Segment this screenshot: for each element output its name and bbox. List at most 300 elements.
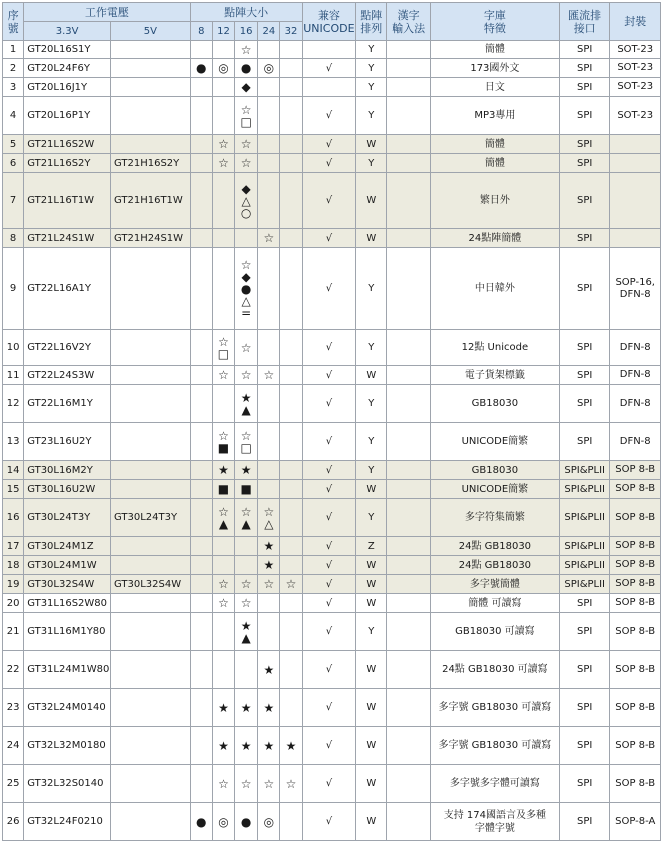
cell-model-5v: GT21H24S1W xyxy=(110,229,190,248)
cell-package: SOP 8-B xyxy=(610,613,661,651)
cell-size-24 xyxy=(258,480,280,499)
cell-model-3v3: GT30L24M1W xyxy=(24,556,111,575)
cell-package: SOT-23 xyxy=(610,41,661,59)
table-body xyxy=(3,41,661,841)
cell-size-24 xyxy=(258,499,280,537)
cell-font-features: 多字號簡體 xyxy=(430,575,559,594)
table-row xyxy=(3,423,661,461)
cell-model-5v: GT30L24T3Y xyxy=(110,499,190,537)
cell-package: DFN-8 xyxy=(610,330,661,366)
cell-input-method xyxy=(387,41,430,59)
cell-size-8 xyxy=(190,97,212,135)
cell-bus: SPI xyxy=(559,423,609,461)
cell-seq: 6 xyxy=(3,154,24,173)
cell-seq: 19 xyxy=(3,575,24,594)
font-chip-table-container xyxy=(2,2,661,841)
cell-font-features: 24點 GB18030 xyxy=(430,537,559,556)
cell-font-features: GB18030 xyxy=(430,385,559,423)
cell-model-5v xyxy=(110,135,190,154)
cell-font-features: 日文 xyxy=(430,78,559,97)
cell-seq: 9 xyxy=(3,248,24,330)
cell-size-12 xyxy=(212,173,234,229)
cell-model-5v xyxy=(110,78,190,97)
cell-unicode: √ xyxy=(302,499,355,537)
cell-model-3v3: GT30L32S4W xyxy=(24,575,111,594)
cell-font-features: 24點 GB18030 可讀寫 xyxy=(430,651,559,689)
cell-size-8 xyxy=(190,537,212,556)
cell-arrangement: W xyxy=(356,480,387,499)
cell-model-3v3: GT31L16S2W80 xyxy=(24,594,111,613)
cell-model-3v3: GT20L24F6Y xyxy=(24,59,111,78)
cell-input-method xyxy=(387,765,430,803)
cell-input-method xyxy=(387,689,430,727)
cell-package: SOP 8-B xyxy=(610,461,661,480)
cell-bus: SPI xyxy=(559,330,609,366)
table-row xyxy=(3,59,661,78)
cell-size-16: ★ xyxy=(235,727,258,765)
cell-model-3v3: GT30L16M2Y xyxy=(24,461,111,480)
cell-unicode: √ xyxy=(302,248,355,330)
cell-size-24: ◎ xyxy=(258,59,280,78)
cell-size-16: ● xyxy=(235,59,258,78)
cell-size-16 xyxy=(235,537,258,556)
cell-size-32 xyxy=(280,135,302,154)
cell-model-5v: GT21H16T1W xyxy=(110,173,190,229)
cell-size-16: ☆ xyxy=(235,41,258,59)
cell-package: SOP 8-B xyxy=(610,594,661,613)
cell-model-3v3: GT21L16S2Y xyxy=(24,154,111,173)
cell-bus: SPI xyxy=(559,135,609,154)
cell-model-3v3: GT32L24F0210 xyxy=(24,803,111,841)
header-voltage-3v3: 3.3V xyxy=(24,22,111,41)
cell-size-12 xyxy=(212,537,234,556)
table-row xyxy=(3,575,661,594)
cell-model-5v xyxy=(110,59,190,78)
table-row xyxy=(3,613,661,651)
cell-size-8 xyxy=(190,385,212,423)
table-row xyxy=(3,366,661,385)
cell-unicode: √ xyxy=(302,689,355,727)
cell-size-32 xyxy=(280,97,302,135)
cell-font-features: 電子貨架標籤 xyxy=(430,366,559,385)
cell-input-method xyxy=(387,594,430,613)
cell-arrangement: Y xyxy=(356,613,387,651)
cell-size-16: ☆ xyxy=(235,575,258,594)
cell-size-16: ☆ xyxy=(235,154,258,173)
cell-size-8 xyxy=(190,727,212,765)
cell-input-method xyxy=(387,651,430,689)
cell-size-24: ★ xyxy=(258,556,280,575)
cell-model-3v3: GT20L16S1Y xyxy=(24,41,111,59)
cell-model-5v xyxy=(110,41,190,59)
cell-size-12 xyxy=(212,423,234,461)
cell-package: SOT-23 xyxy=(610,78,661,97)
cell-input-method xyxy=(387,59,430,78)
table-row xyxy=(3,594,661,613)
cell-font-features: UNICODE簡繁 xyxy=(430,480,559,499)
cell-input-method xyxy=(387,499,430,537)
cell-size-12: ☆ xyxy=(212,135,234,154)
cell-model-5v xyxy=(110,537,190,556)
cell-size-8 xyxy=(190,173,212,229)
cell-size-12: ☆ xyxy=(212,366,234,385)
cell-model-5v xyxy=(110,689,190,727)
cell-unicode: √ xyxy=(302,423,355,461)
cell-unicode: √ xyxy=(302,229,355,248)
cell-input-method xyxy=(387,366,430,385)
cell-model-5v xyxy=(110,613,190,651)
table-row xyxy=(3,330,661,366)
cell-seq: 22 xyxy=(3,651,24,689)
table-row xyxy=(3,248,661,330)
cell-model-3v3: GT23L16U2Y xyxy=(24,423,111,461)
cell-unicode: √ xyxy=(302,765,355,803)
cell-seq: 26 xyxy=(3,803,24,841)
cell-arrangement: W xyxy=(356,229,387,248)
cell-font-features: 多字符集簡繁 xyxy=(430,499,559,537)
cell-unicode: √ xyxy=(302,556,355,575)
cell-size-24 xyxy=(258,385,280,423)
cell-font-features: 24點 GB18030 xyxy=(430,556,559,575)
cell-size-24 xyxy=(258,154,280,173)
cell-size-32 xyxy=(280,556,302,575)
cell-size-24 xyxy=(258,330,280,366)
cell-size-24 xyxy=(258,41,280,59)
table-header xyxy=(3,3,661,41)
cell-model-5v xyxy=(110,366,190,385)
dot-size-symbol: △ xyxy=(241,293,251,308)
cell-size-24: ★ xyxy=(258,727,280,765)
cell-package: SOP 8-B xyxy=(610,480,661,499)
cell-seq: 23 xyxy=(3,689,24,727)
cell-size-12: ◎ xyxy=(212,803,234,841)
cell-size-16 xyxy=(235,613,258,651)
cell-bus: SPI xyxy=(559,59,609,78)
cell-bus: SPI xyxy=(559,78,609,97)
cell-seq: 1 xyxy=(3,41,24,59)
table-row xyxy=(3,556,661,575)
cell-input-method xyxy=(387,556,430,575)
header-size-16: 16 xyxy=(235,22,258,41)
cell-bus: SPI xyxy=(559,229,609,248)
dot-size-symbol: ▲ xyxy=(241,516,251,531)
cell-size-8 xyxy=(190,651,212,689)
cell-package xyxy=(610,229,661,248)
cell-model-3v3: GT20L16J1Y xyxy=(24,78,111,97)
cell-package: SOP 8-B xyxy=(610,537,661,556)
cell-size-32 xyxy=(280,499,302,537)
cell-size-16: ☆ xyxy=(235,765,258,803)
cell-size-8 xyxy=(190,575,212,594)
cell-seq: 4 xyxy=(3,97,24,135)
cell-package: SOP 8-B xyxy=(610,556,661,575)
cell-arrangement: Y xyxy=(356,97,387,135)
cell-size-32: ☆ xyxy=(280,765,302,803)
table-row xyxy=(3,461,661,480)
cell-unicode: √ xyxy=(302,594,355,613)
cell-input-method xyxy=(387,575,430,594)
cell-size-32 xyxy=(280,248,302,330)
cell-bus: SPI&PLII xyxy=(559,461,609,480)
cell-font-features: 支持 174國語言及多種 字體字號 xyxy=(430,803,559,841)
cell-arrangement: Y xyxy=(356,330,387,366)
cell-size-32 xyxy=(280,651,302,689)
cell-size-8 xyxy=(190,330,212,366)
cell-model-5v xyxy=(110,330,190,366)
cell-seq: 17 xyxy=(3,537,24,556)
cell-font-features: 中日韓外 xyxy=(430,248,559,330)
cell-input-method xyxy=(387,154,430,173)
cell-model-3v3: GT21L16S2W xyxy=(24,135,111,154)
cell-bus: SPI&PLII xyxy=(559,575,609,594)
cell-size-12: ★ xyxy=(212,461,234,480)
cell-size-32 xyxy=(280,366,302,385)
cell-size-8 xyxy=(190,41,212,59)
cell-size-32 xyxy=(280,480,302,499)
cell-package: SOP 8-B xyxy=(610,689,661,727)
cell-size-8: ● xyxy=(190,59,212,78)
cell-model-5v xyxy=(110,727,190,765)
cell-size-16: ☆ xyxy=(235,594,258,613)
cell-model-3v3: GT31L16M1Y80 xyxy=(24,613,111,651)
cell-size-24 xyxy=(258,461,280,480)
cell-size-32 xyxy=(280,59,302,78)
cell-size-32 xyxy=(280,461,302,480)
cell-model-5v xyxy=(110,765,190,803)
cell-arrangement: Z xyxy=(356,537,387,556)
table-row xyxy=(3,229,661,248)
cell-size-16 xyxy=(235,423,258,461)
cell-unicode: √ xyxy=(302,651,355,689)
cell-bus: SPI xyxy=(559,173,609,229)
dot-size-symbol: ☆ xyxy=(218,428,229,443)
cell-seq: 16 xyxy=(3,499,24,537)
cell-size-12: ☆ xyxy=(212,594,234,613)
cell-size-24 xyxy=(258,97,280,135)
cell-size-16 xyxy=(235,651,258,689)
cell-arrangement: Y xyxy=(356,154,387,173)
cell-font-features: UNICODE簡繁 xyxy=(430,423,559,461)
cell-font-features: 多字號 GB18030 可讀寫 xyxy=(430,727,559,765)
cell-size-16 xyxy=(235,229,258,248)
cell-size-16: ☆ xyxy=(235,135,258,154)
cell-unicode: √ xyxy=(302,803,355,841)
cell-seq: 14 xyxy=(3,461,24,480)
cell-model-5v: GT21H16S2Y xyxy=(110,154,190,173)
cell-seq: 10 xyxy=(3,330,24,366)
cell-bus: SPI xyxy=(559,613,609,651)
cell-font-features: 多字號多字體可讀寫 xyxy=(430,765,559,803)
dot-size-symbol: ○ xyxy=(240,205,252,220)
cell-model-5v xyxy=(110,480,190,499)
cell-arrangement: W xyxy=(356,765,387,803)
table-row xyxy=(3,480,661,499)
cell-size-8 xyxy=(190,480,212,499)
cell-bus: SPI xyxy=(559,248,609,330)
cell-unicode: √ xyxy=(302,385,355,423)
cell-size-16 xyxy=(235,97,258,135)
dot-size-symbol: ☆ xyxy=(240,504,252,519)
cell-size-32 xyxy=(280,689,302,727)
dot-size-symbol: ☆ xyxy=(240,257,252,272)
cell-input-method xyxy=(387,385,430,423)
dot-size-symbol: ★ xyxy=(240,618,252,633)
table-row xyxy=(3,537,661,556)
cell-seq: 13 xyxy=(3,423,24,461)
dot-size-symbol: ☆ xyxy=(263,504,275,519)
cell-model-3v3: GT21L24S1W xyxy=(24,229,111,248)
cell-seq: 24 xyxy=(3,727,24,765)
cell-package: DFN-8 xyxy=(610,385,661,423)
cell-input-method xyxy=(387,461,430,480)
cell-font-features: 12點 Unicode xyxy=(430,330,559,366)
cell-input-method xyxy=(387,423,430,461)
dot-size-symbol: ☆ xyxy=(240,102,252,117)
cell-size-32 xyxy=(280,537,302,556)
table-row xyxy=(3,727,661,765)
cell-package: DFN-8 xyxy=(610,366,661,385)
cell-model-5v xyxy=(110,248,190,330)
cell-size-16: ● xyxy=(235,803,258,841)
cell-size-8 xyxy=(190,613,212,651)
cell-size-8 xyxy=(190,461,212,480)
table-row xyxy=(3,499,661,537)
cell-size-12 xyxy=(212,41,234,59)
cell-package xyxy=(610,135,661,154)
cell-package xyxy=(610,154,661,173)
cell-size-24 xyxy=(258,594,280,613)
cell-arrangement: Y xyxy=(356,461,387,480)
cell-bus: SPI xyxy=(559,689,609,727)
cell-model-3v3: GT30L24T3Y xyxy=(24,499,111,537)
header-bus-interface: 匯流排 接口 xyxy=(559,3,609,41)
cell-model-3v3: GT30L16U2W xyxy=(24,480,111,499)
cell-model-3v3: GT31L24M1W80 xyxy=(24,651,111,689)
cell-package: SOP-8-A xyxy=(610,803,661,841)
cell-unicode: √ xyxy=(302,59,355,78)
cell-size-12 xyxy=(212,248,234,330)
dot-size-symbol: = xyxy=(241,305,252,320)
cell-seq: 21 xyxy=(3,613,24,651)
table-row xyxy=(3,78,661,97)
cell-size-12: ★ xyxy=(212,727,234,765)
cell-size-32: ★ xyxy=(280,727,302,765)
cell-size-12 xyxy=(212,78,234,97)
cell-size-32 xyxy=(280,423,302,461)
cell-seq: 8 xyxy=(3,229,24,248)
cell-model-3v3: GT22L16V2Y xyxy=(24,330,111,366)
cell-bus: SPI xyxy=(559,366,609,385)
table-row xyxy=(3,651,661,689)
cell-model-5v xyxy=(110,651,190,689)
cell-size-24 xyxy=(258,248,280,330)
cell-package: SOP 8-B xyxy=(610,765,661,803)
header-package: 封裝 xyxy=(610,3,661,41)
cell-bus: SPI&PLII xyxy=(559,480,609,499)
dot-size-symbol: ▲ xyxy=(241,630,251,645)
cell-size-8 xyxy=(190,423,212,461)
cell-seq: 25 xyxy=(3,765,24,803)
cell-seq: 5 xyxy=(3,135,24,154)
cell-size-12: ■ xyxy=(212,480,234,499)
table-row xyxy=(3,97,661,135)
cell-size-8 xyxy=(190,556,212,575)
cell-unicode: √ xyxy=(302,537,355,556)
cell-model-3v3: GT22L16A1Y xyxy=(24,248,111,330)
table-row xyxy=(3,154,661,173)
header-seq: 序號 xyxy=(3,3,24,41)
dot-size-symbol: ● xyxy=(240,281,252,296)
header-size-8: 8 xyxy=(190,22,212,41)
cell-bus: SPI xyxy=(559,651,609,689)
cell-model-3v3: GT30L24M1Z xyxy=(24,537,111,556)
cell-size-8 xyxy=(190,765,212,803)
cell-size-32 xyxy=(280,385,302,423)
cell-size-8 xyxy=(190,78,212,97)
cell-package xyxy=(610,173,661,229)
cell-input-method xyxy=(387,135,430,154)
cell-size-8 xyxy=(190,229,212,248)
cell-package: SOP 8-B xyxy=(610,575,661,594)
cell-size-8 xyxy=(190,248,212,330)
cell-model-5v xyxy=(110,556,190,575)
cell-size-8 xyxy=(190,366,212,385)
cell-input-method xyxy=(387,229,430,248)
cell-size-16: ■ xyxy=(235,480,258,499)
cell-unicode xyxy=(302,78,355,97)
cell-size-24: ◎ xyxy=(258,803,280,841)
cell-arrangement: W xyxy=(356,803,387,841)
cell-bus: SPI xyxy=(559,594,609,613)
cell-bus: SPI&PLII xyxy=(559,499,609,537)
dot-size-symbol: △ xyxy=(241,193,251,208)
cell-size-12 xyxy=(212,499,234,537)
cell-size-16 xyxy=(235,173,258,229)
dot-size-symbol: ☆ xyxy=(240,428,252,443)
cell-font-features: 多字號 GB18030 可讀寫 xyxy=(430,689,559,727)
cell-size-32 xyxy=(280,330,302,366)
cell-package: SOT-23 xyxy=(610,97,661,135)
cell-size-32 xyxy=(280,803,302,841)
cell-arrangement: Y xyxy=(356,41,387,59)
cell-input-method xyxy=(387,803,430,841)
cell-arrangement: W xyxy=(356,556,387,575)
table-row xyxy=(3,41,661,59)
cell-seq: 11 xyxy=(3,366,24,385)
cell-size-24: ☆ xyxy=(258,765,280,803)
cell-model-3v3: GT32L24M0140 xyxy=(24,689,111,727)
cell-arrangement: W xyxy=(356,651,387,689)
cell-model-3v3: GT22L16M1Y xyxy=(24,385,111,423)
header-size-12: 12 xyxy=(212,22,234,41)
cell-size-24: ☆ xyxy=(258,575,280,594)
cell-package: SOP 8-B xyxy=(610,651,661,689)
cell-input-method xyxy=(387,78,430,97)
table-row xyxy=(3,803,661,841)
table-row xyxy=(3,135,661,154)
cell-unicode: √ xyxy=(302,330,355,366)
cell-size-16: ☆ xyxy=(235,330,258,366)
cell-size-16 xyxy=(235,499,258,537)
cell-input-method xyxy=(387,330,430,366)
cell-size-16: ★ xyxy=(235,689,258,727)
dot-size-symbol: ▲ xyxy=(218,516,229,531)
cell-arrangement: Y xyxy=(356,248,387,330)
cell-arrangement: Y xyxy=(356,385,387,423)
cell-size-12 xyxy=(212,330,234,366)
cell-unicode: √ xyxy=(302,173,355,229)
cell-bus: SPI&PLII xyxy=(559,556,609,575)
